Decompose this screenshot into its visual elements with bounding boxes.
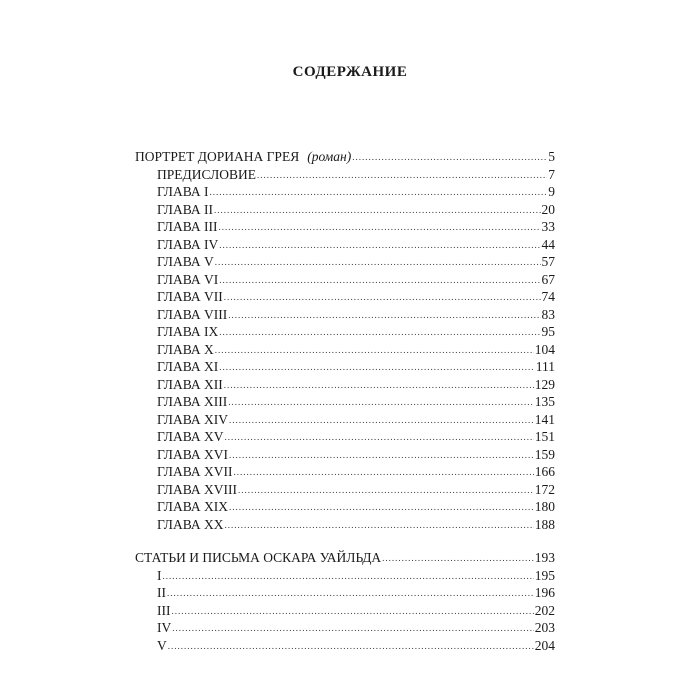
dot-leader [172, 601, 534, 619]
dot-leader [229, 445, 534, 463]
dot-leader [352, 147, 547, 165]
toc-entry[interactable] [135, 602, 555, 620]
toc-entry[interactable] [135, 498, 555, 516]
page-number: 95 [541, 324, 555, 339]
toc-section-heading[interactable] [135, 549, 555, 567]
dot-leader [229, 410, 534, 428]
dot-leader [219, 357, 535, 375]
page-number: 202 [534, 602, 555, 618]
toc-entry[interactable] [135, 428, 555, 446]
entry-label: IV [157, 620, 172, 635]
page-number: 67 [541, 271, 555, 287]
toc-section-heading[interactable] [135, 148, 555, 166]
entry-label: ГЛАВА XI [157, 359, 219, 374]
toc-entry[interactable] [135, 306, 555, 324]
toc-entry[interactable] [135, 516, 555, 534]
toc-entry[interactable] [135, 411, 555, 429]
dot-leader [257, 165, 547, 183]
dot-leader [163, 566, 534, 584]
page-title: СОДЕРЖАНИЕ [292, 64, 408, 80]
page-number: 7 [548, 166, 555, 182]
page-number: 83 [541, 306, 555, 322]
page-number: 195 [534, 567, 555, 583]
dot-leader [224, 427, 533, 445]
section-subtitle: (роман) [307, 149, 352, 164]
page-number: 166 [534, 464, 555, 479]
entry-label: ГЛАВА XVIII [157, 481, 237, 497]
page-number: 129 [534, 376, 555, 392]
dot-leader [229, 497, 534, 515]
toc-entry[interactable] [135, 481, 555, 499]
section-title: ПОРТРЕТ ДОРИАНА ГРЕЯ [135, 149, 300, 164]
table-of-contents [135, 148, 555, 654]
entry-label: I [157, 567, 162, 583]
toc-entry[interactable] [135, 463, 555, 481]
entry-label: V [157, 637, 167, 653]
entry-label: ГЛАВА XIX [157, 499, 228, 514]
dot-leader [219, 235, 540, 253]
page-number: 159 [534, 446, 555, 462]
toc-entry[interactable] [135, 253, 555, 271]
entry-label: ГЛАВА IX [157, 324, 219, 339]
toc-entry[interactable] [135, 271, 555, 289]
dot-leader [167, 583, 534, 601]
entry-label: ГЛАВА XVII [157, 464, 233, 479]
page-number: 203 [534, 620, 555, 635]
entry-label: ГЛАВА X [157, 341, 214, 357]
page-number: 135 [534, 394, 555, 409]
dot-leader [214, 200, 541, 218]
entry-label: ГЛАВА XV [157, 429, 224, 444]
page-number: 9 [548, 184, 555, 199]
page-number: 141 [534, 411, 555, 427]
entry-label: ГЛАВА XVI [157, 446, 228, 462]
toc-entry[interactable] [135, 288, 555, 306]
entry-label: ГЛАВА VIII [157, 306, 228, 322]
page-number: 188 [534, 516, 555, 532]
dot-leader [228, 392, 534, 410]
page-number: 172 [534, 481, 555, 497]
dot-leader [215, 252, 541, 270]
entry-label: ГЛАВА XII [157, 376, 223, 392]
page-number: 151 [534, 429, 555, 444]
page-number: 33 [541, 219, 555, 234]
toc-entry[interactable] [135, 446, 555, 464]
entry-label: ГЛАВА VII [157, 289, 223, 304]
page-number: 57 [541, 254, 555, 269]
dot-leader [172, 618, 534, 636]
dot-leader [238, 480, 534, 498]
entry-label: ГЛАВА VI [157, 271, 219, 287]
toc-entry[interactable] [135, 218, 555, 236]
toc-entry[interactable] [135, 236, 555, 254]
entry-label: ГЛАВА V [157, 254, 214, 269]
page-number: 5 [548, 149, 555, 164]
page-number: 104 [534, 341, 555, 357]
entry-label: ПРЕДИСЛОВИЕ [157, 166, 257, 182]
toc-entry[interactable] [135, 637, 555, 655]
dot-leader [228, 305, 540, 323]
page-number: 193 [534, 550, 555, 565]
section-spacer [135, 533, 555, 549]
entry-label: II [157, 585, 166, 600]
dot-leader [219, 322, 540, 340]
dot-leader [382, 548, 534, 566]
toc-entry[interactable] [135, 584, 555, 602]
entry-label: III [157, 602, 171, 618]
toc-entry[interactable] [135, 183, 555, 201]
entry-label: ГЛАВА IV [157, 236, 219, 252]
entry-label: ГЛАВА XIII [157, 394, 228, 409]
entry-label: ГЛАВА I [157, 184, 209, 199]
page-number: 44 [541, 236, 555, 252]
page-number: 20 [541, 201, 555, 217]
dot-leader [218, 217, 540, 235]
page-number: 196 [534, 585, 555, 600]
toc-entry[interactable] [135, 323, 555, 341]
toc-entry[interactable] [135, 376, 555, 394]
page-number: 74 [541, 289, 555, 304]
dot-leader [233, 462, 533, 480]
entry-label: ГЛАВА III [157, 219, 218, 234]
toc-entry[interactable] [135, 567, 555, 585]
entry-label: ГЛАВА XX [157, 516, 224, 532]
entry-label: ГЛАВА II [157, 201, 213, 217]
dot-leader [168, 636, 534, 654]
toc-entry[interactable] [135, 619, 555, 637]
toc-entry[interactable] [135, 341, 555, 359]
page-number: 180 [534, 499, 555, 514]
toc-entry[interactable] [135, 201, 555, 219]
toc-entry[interactable] [135, 358, 555, 376]
toc-entry[interactable] [135, 393, 555, 411]
page-number: 204 [534, 637, 555, 653]
section-title: СТАТЬИ И ПИСЬМА ОСКАРА УАЙЛЬДА [135, 550, 382, 565]
dot-leader [215, 340, 534, 358]
page-number: 111 [535, 359, 555, 374]
dot-leader [224, 375, 534, 393]
entry-label: ГЛАВА XIV [157, 411, 228, 427]
dot-leader [209, 182, 547, 200]
toc-entry[interactable] [135, 166, 555, 184]
dot-leader [224, 515, 533, 533]
dot-leader [224, 287, 541, 305]
dot-leader [219, 270, 540, 288]
